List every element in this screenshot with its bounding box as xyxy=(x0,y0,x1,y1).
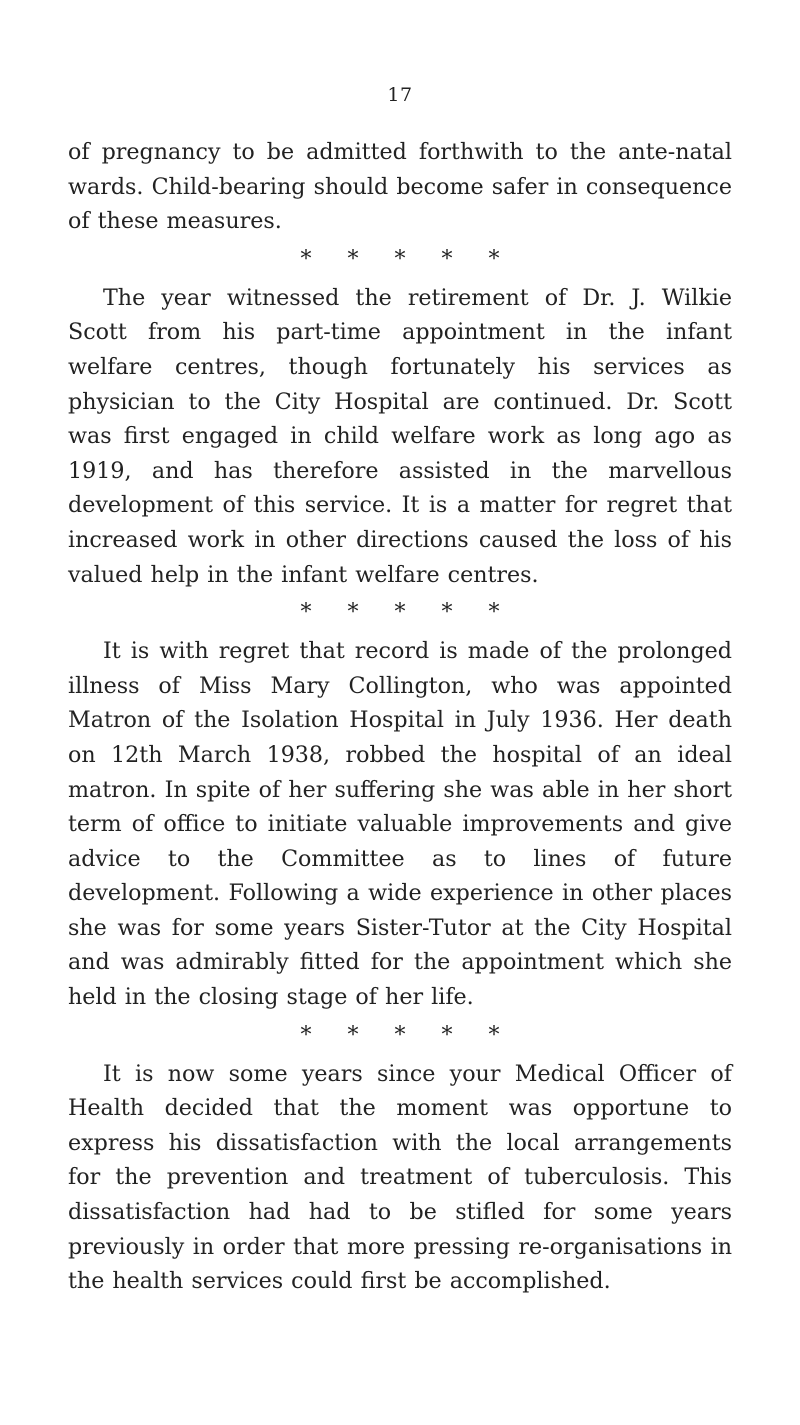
section-divider: * * * * * xyxy=(300,246,514,272)
section-divider: * * * * * xyxy=(300,1022,514,1048)
paragraph-continuation: of pregnancy to be admitted forthwith to the ante-natal wards. Child-bearing should become safer in consequence of these measures. xyxy=(68,139,732,235)
page-number: 17 xyxy=(387,84,413,106)
paragraph-tuberculosis: It is now some years since your Medical Officer of Health decided that the moment was opportune to express his dissatisfaction with the local arrangements for the prevention and treatment of tuberculosis. This dissatisfaction had had to be stifled for some years previously in order that more pressing re-organisations in the health services could first be accomplished. xyxy=(68,1060,732,1295)
paragraph-matron: It is with regret that record is made of the prolonged illness of Miss Mary Collington, who was appointed Matron of the Isolation Hospital in July 1936. Her death on 12th March 1938, robbed the hospital of an ideal matron. In spite of her suffering she was able in her short term of office to initiate valuable improvements and give advice to the Committee as to lines of future development. Following a wide experience in other places she was for some years Sister-Tutor at the City Hospital and was admirably fitted for the appointment which she held in the closing stage of her life. xyxy=(68,638,732,1011)
section-divider: * * * * * xyxy=(300,600,514,626)
body-text xyxy=(68,135,732,1299)
paragraph-retirement: The year witnessed the retirement of Dr. J. Wilkie Scott from his part-time appointment in the infant welfare centres, though fortunately his services as physician to the City Hospital are continued. Dr. Scott was first engaged in child welfare work as long ago as 1919, and has therefore assisted in the marvellous development of this service. It is a matter for regret that increased work in other directions caused the loss of his valued help in the infant welfare centres. xyxy=(68,284,732,588)
